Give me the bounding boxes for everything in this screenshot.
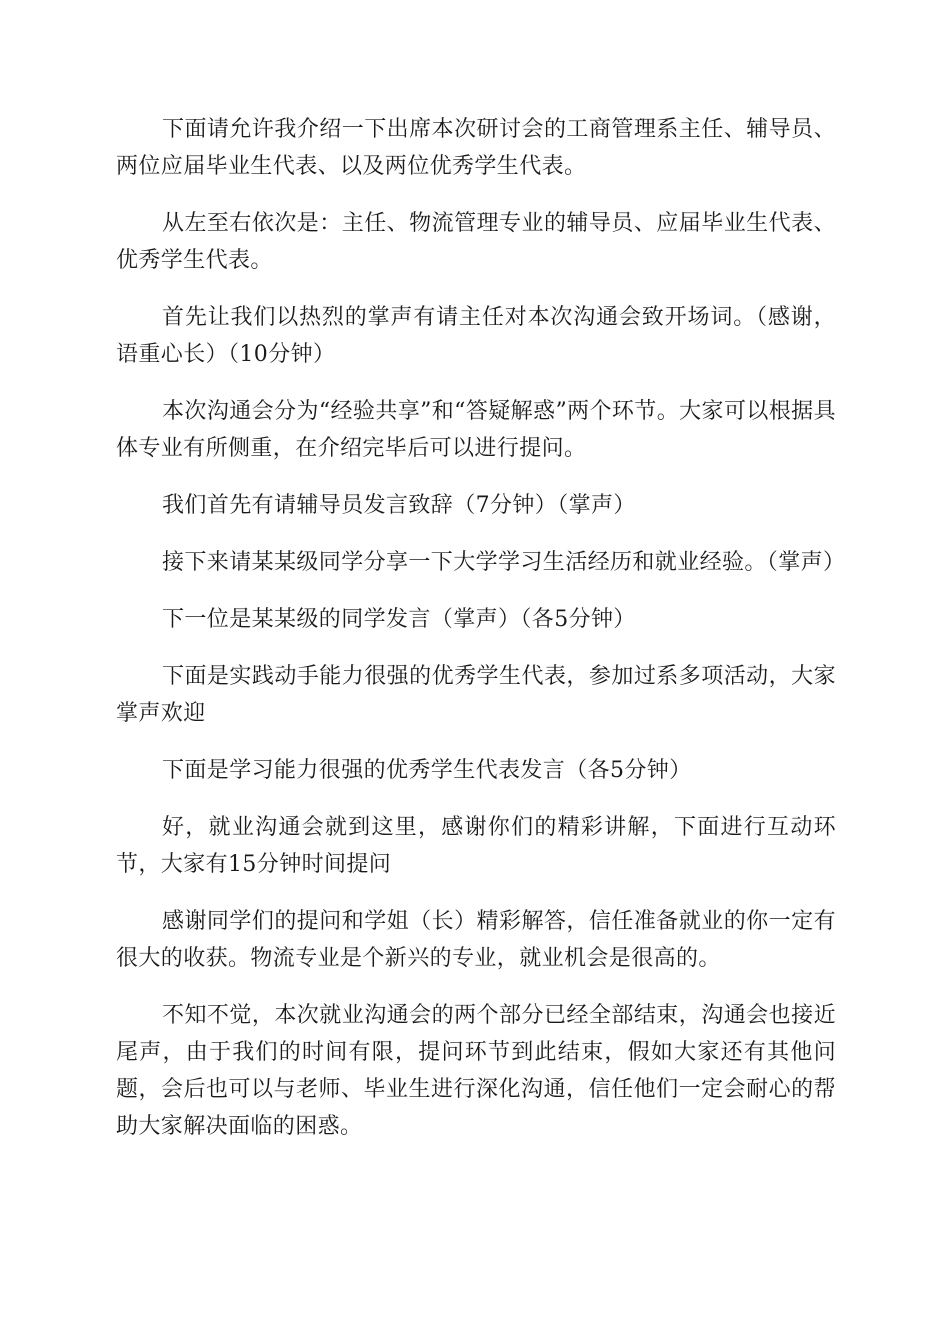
paragraph-practical-student: 下面是实践动手能力很强的优秀学生代表，参加过系多项活动，大家掌声欢迎 — [116, 664, 836, 726]
paragraph-introduction: 下面请允许我介绍一下出席本次研讨会的工商管理系主任、辅导员、两位应届毕业生代表、以及两位优秀学生代表。 — [116, 117, 836, 179]
paragraph-next-student: 下一位是某某级的同学发言（掌声）（各5分钟） — [162, 607, 636, 632]
paragraph-counselor-speech: 我们首先有请辅导员发言致辞（7分钟）（掌声） — [162, 493, 636, 518]
paragraph-seating-order: 从左至右依次是：主任、物流管理专业的辅导员、应届毕业生代表、优秀学生代表。 — [116, 211, 836, 273]
paragraph-thanks: 感谢同学们的提问和学姐（长）精彩解答，信任准备就业的你一定有很大的收获。物流专业是个新兴的专业，就业机会是很高的。 — [116, 909, 836, 971]
document-body — [116, 111, 846, 1165]
paragraph-study-student: 下面是学习能力很强的优秀学生代表发言（各5分钟） — [162, 758, 692, 783]
paragraph-closing: 不知不觉，本次就业沟通会的两个部分已经全部结束，沟通会也接近尾声，由于我们的时间有限，提问环节到此结束，假如大家还有其他问题，会后也可以与老师、毕业生进行深化沟通，信任他们一定会耐心的帮助大家解决面临的困惑。 — [116, 1003, 836, 1139]
paragraph-qa-start: 好，就业沟通会就到这里，感谢你们的精彩讲解，下面进行互动环节，大家有15分钟时间提问 — [116, 815, 836, 877]
paragraph-opening-speech: 首先让我们以热烈的掌声有请主任对本次沟通会致开场词。（感谢，语重心长）（10分钟） — [116, 305, 836, 367]
paragraph-student-sharing: 接下来请某某级同学分享一下大学学习生活经历和就业经验。（掌声） — [162, 550, 846, 575]
paragraph-session-overview: 本次沟通会分为“经验共享”和“答疑解惑”两个环节。大家可以根据具体专业有所侧重，在介绍完毕后可以进行提问。 — [116, 399, 836, 461]
